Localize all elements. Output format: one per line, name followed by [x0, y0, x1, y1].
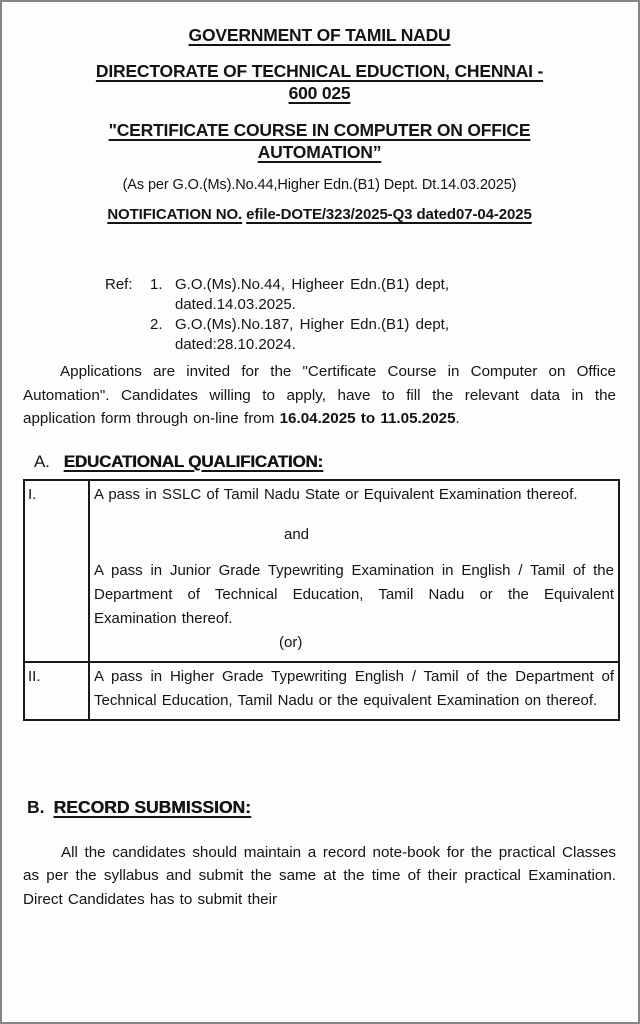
intro-text-before: Applications are invited for the "Certificate Course in Computer on Office Automation". Candidates willing to apply, have to fill the relevant data in the application form through on-line from: [23, 363, 616, 427]
reference-item: [150, 315, 616, 355]
section-b-prefix: B.: [27, 796, 45, 817]
reference-item-line1: G.O.(Ms).No.187, Higher Edn.(B1) dept,: [175, 316, 449, 333]
course-title-line1: "CERTIFICATE COURSE IN COMPUTER ON OFFICE: [108, 120, 531, 140]
section-a-heading: [34, 452, 616, 472]
course-title: [23, 119, 616, 163]
go-reference-subtitle: (As per G.O.(Ms).No.44,Higher Edn.(B1) Dept. Dt.14.03.2025): [122, 177, 517, 193]
reference-item-line2: dated.14.03.2025.: [175, 296, 296, 313]
row-1-para1: A pass in SSLC of Tamil Nadu State or Equivalent Examination thereof.: [94, 485, 578, 503]
document-header: [23, 25, 616, 223]
reference-block: [105, 275, 616, 355]
row-1-connector-or: (or): [279, 633, 303, 651]
reference-label: Ref:: [105, 276, 133, 293]
course-title-line2: AUTOMATION”: [257, 142, 382, 162]
application-dates: 16.04.2025 to 11.05.2025: [279, 410, 456, 427]
directorate-title-line1: DIRECTORATE OF TECHNICAL EDUCTION, CHENNAI -: [95, 61, 544, 81]
directorate-title-line2: 600 025: [288, 83, 351, 103]
row-2-number: II.: [24, 662, 89, 720]
section-b-title: RECORD SUBMISSION:: [53, 796, 251, 817]
qualification-row-2: [24, 662, 619, 720]
section-a-title: EDUCATIONAL QUALIFICATION:: [63, 451, 323, 471]
record-submission-paragraph: All the candidates should maintain a record note-book for the practical Classes as per the syllabus and submit the same at the time of their practical Examination. Direct Candidates has to submit their: [23, 843, 616, 908]
notification-line: [23, 206, 616, 223]
reference-item-number: 1.: [150, 276, 163, 293]
row-2-para1: A pass in Higher Grade Typewriting English / Tamil of the Department of Technical Education, Tamil Nadu or the equivalent Examination on thereof.: [94, 667, 614, 709]
main-title-text: GOVERNMENT OF TAMIL NADU: [188, 25, 451, 45]
reference-item: [150, 275, 616, 315]
directorate-title: [23, 60, 616, 104]
reference-items: [150, 275, 616, 355]
intro-text-after: .: [455, 410, 460, 427]
qualification-row-1: [24, 480, 619, 662]
row-1-para2: A pass in Junior Grade Typewriting Examination in English / Tamil of the Department of Technical Education, Tamil Nadu or the Equivalent Examination thereof.: [94, 561, 614, 627]
section-b-heading: [27, 797, 616, 818]
row-1-number: I.: [24, 480, 89, 662]
row-1-connector-and: and: [284, 525, 310, 543]
notification-label: NOTIFICATION NO.: [107, 206, 243, 223]
reference-item-number: 2.: [150, 316, 163, 333]
reference-item-text: [175, 315, 449, 355]
reference-item-line2: dated:28.10.2024.: [175, 336, 296, 353]
reference-item-text: [175, 275, 449, 315]
reference-item-line1: G.O.(Ms).No.44, Higheer Edn.(B1) dept,: [175, 276, 449, 293]
main-title: [23, 25, 616, 46]
notification-number: efile-DOTE/323/2025-Q3 dated07-04-2025: [246, 206, 532, 223]
qualification-table: [23, 479, 620, 721]
section-a-prefix: A.: [34, 451, 50, 471]
intro-paragraph: [23, 360, 616, 431]
row-1-content: [89, 480, 619, 662]
row-2-content: [89, 662, 619, 720]
